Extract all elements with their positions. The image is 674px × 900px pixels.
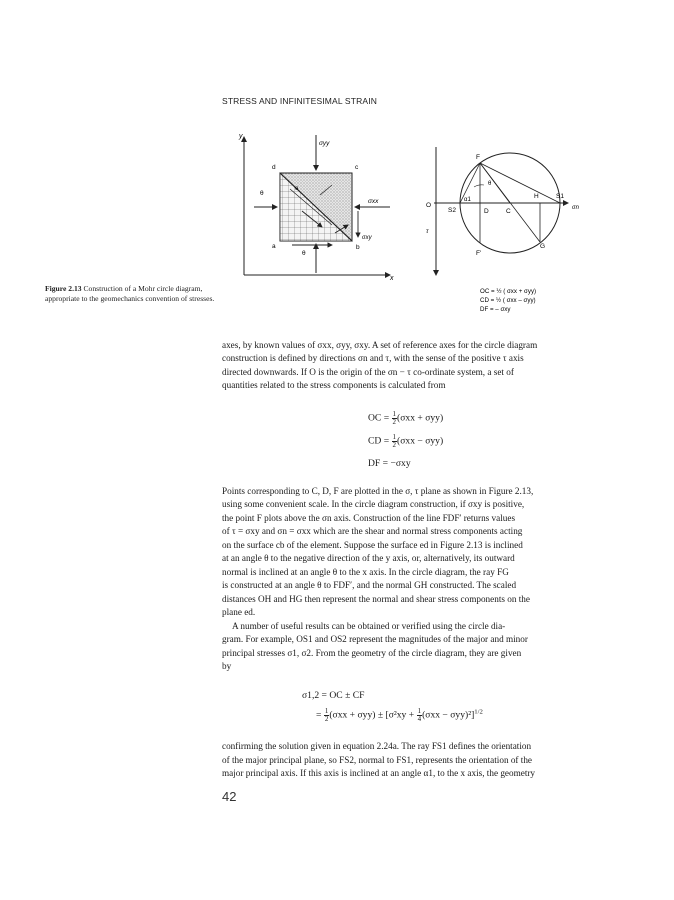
corner-d: d — [272, 164, 276, 171]
line-FS1 — [480, 163, 560, 203]
equation-principal-stress: σ1,2 = OC ± CF — [302, 690, 365, 701]
paragraph-4-line-1: confirming the solution given in equation 2.24a. The ray FS1 defines the orientation — [222, 741, 532, 751]
paragraph-1-line-4: quantities related to the stress components is calculated from — [222, 380, 446, 390]
paragraph-3-line-1: A number of useful results can be obtained or verified using the circle dia- — [232, 621, 506, 631]
sigma-xy-label: σxy — [362, 235, 372, 241]
label-F-prime: F' — [476, 250, 482, 257]
equation-oc: OC = $\frac{1}{2}$ (σxx + σyy) — [368, 410, 444, 426]
x-axis-label: x — [390, 275, 394, 282]
paragraph-2-line-6: at an angle θ to the negative direction of the y axis, or, alternatively, its outward — [222, 553, 515, 563]
theta-left: θ — [260, 190, 264, 197]
label-sigma-n: σn — [572, 205, 579, 211]
legend-cd: CD = ½ ( σxx – σyy) — [480, 297, 536, 304]
paragraph-3-line-3: principal stresses σ1, σ2. From the geometry of the circle diagram, they are given — [222, 648, 522, 658]
label-S1: S1 — [556, 193, 564, 200]
label-F: F — [476, 154, 480, 161]
label-O: O — [426, 202, 432, 209]
corner-a: a — [272, 243, 276, 250]
running-head: STRESS AND INFINITESIMAL STRAIN — [222, 96, 377, 106]
paragraph-2-line-7: normal is inclined at an angle θ to the x axis. In the circle diagram, the ray FG — [222, 567, 509, 577]
paragraph-3-line-4: by — [222, 661, 232, 671]
corner-e: e — [295, 186, 299, 192]
figure-caption — [45, 284, 220, 305]
corner-c: c — [355, 164, 359, 171]
label-C: C — [506, 208, 511, 215]
paragraph-1-line-3: directed downwards. If O is the origin of the σn − τ co-ordinate system, a set of — [222, 367, 514, 377]
y-axis-label: y — [239, 133, 243, 140]
equation-cd: CD = $\frac{1}{2}$ (σxx − σyy) — [368, 433, 444, 449]
paragraph-3-line-2: gram. For example, OS1 and OS2 represent the magnitudes of the major and minor — [222, 634, 528, 644]
legend-df: DF = – σxy — [480, 306, 511, 313]
equation-df: DF = −σxy — [368, 458, 411, 469]
paragraph-2-line-2: using some convenient scale. In the circle diagram construction, if σxy is positive, — [222, 499, 525, 509]
sigma-yy-label: σyy — [319, 140, 330, 147]
corner-b: b — [356, 244, 360, 251]
equation-principal-stress-expanded: = $\frac{1}{2}$ (σxx + σyy) ± [σ²xy + $\frac{1}{4}$ (σxx − σyy)²]$^{1/2}$ — [316, 707, 483, 723]
paragraph-1-line-1: axes, by known values of σxx, σyy, σxy. A set of reference axes for the circle diagram — [222, 340, 538, 350]
line-CF — [480, 163, 510, 203]
label-H: H — [534, 193, 539, 200]
caption-label: Figure 2.13 — [45, 284, 82, 293]
sigma-xx-label: σxx — [368, 198, 379, 205]
paragraph-4-line-2: of the major principal plane, so FS2, normal to FS1, represents the orientation of the — [222, 755, 533, 765]
paragraph-2-line-1: Points corresponding to C, D, F are plotted in the σ, τ plane as shown in Figure 2.13, — [222, 486, 534, 496]
label-S2: S2 — [448, 207, 456, 214]
paragraph-2-line-4: of τ = σxy and σn = σxx which are the shear and normal stress components acting — [222, 526, 523, 536]
legend-oc: OC = ½ ( σxx + σyy) — [480, 288, 537, 295]
caption-text: Construction of a Mohr circle diagram, appropriate to the geomechanics convention of stresses. — [45, 284, 215, 304]
stress-element-diagram — [238, 133, 394, 282]
paragraph-2-line-5: on the surface cb of the element. Suppose the surface ed in Figure 2.13 is inclined — [222, 540, 523, 550]
paragraph-2-line-8: is constructed at an angle θ to FDF′, and the normal GH constructed. The scaled — [222, 580, 517, 590]
label-G: G — [540, 243, 546, 250]
paragraph-2-line-9: distances OH and HG then represent the normal and shear stress components on the — [222, 594, 530, 604]
mohr-circle-diagram — [426, 147, 580, 313]
label-D: D — [484, 208, 489, 215]
theta-bottom: θ — [302, 250, 306, 257]
label-theta: θ — [488, 181, 492, 187]
paragraph-2-line-3: the point F plots above the σn axis. Construction of the line FDF′ returns values — [222, 513, 516, 523]
label-tau: τ — [426, 228, 429, 235]
mohr-circle-figure — [222, 125, 594, 320]
paragraph-2-line-10: plane ed. — [222, 607, 256, 617]
paragraph-1-line-2: construction is defined by directions σn and τ, with the sense of the positive τ axis — [222, 353, 524, 363]
page-number: 42 — [222, 789, 237, 804]
label-alpha1: α1 — [464, 197, 471, 203]
paragraph-4-line-3: major principal axis. If this axis is inclined at an angle α1, to the x axis, the geometry — [222, 768, 536, 778]
